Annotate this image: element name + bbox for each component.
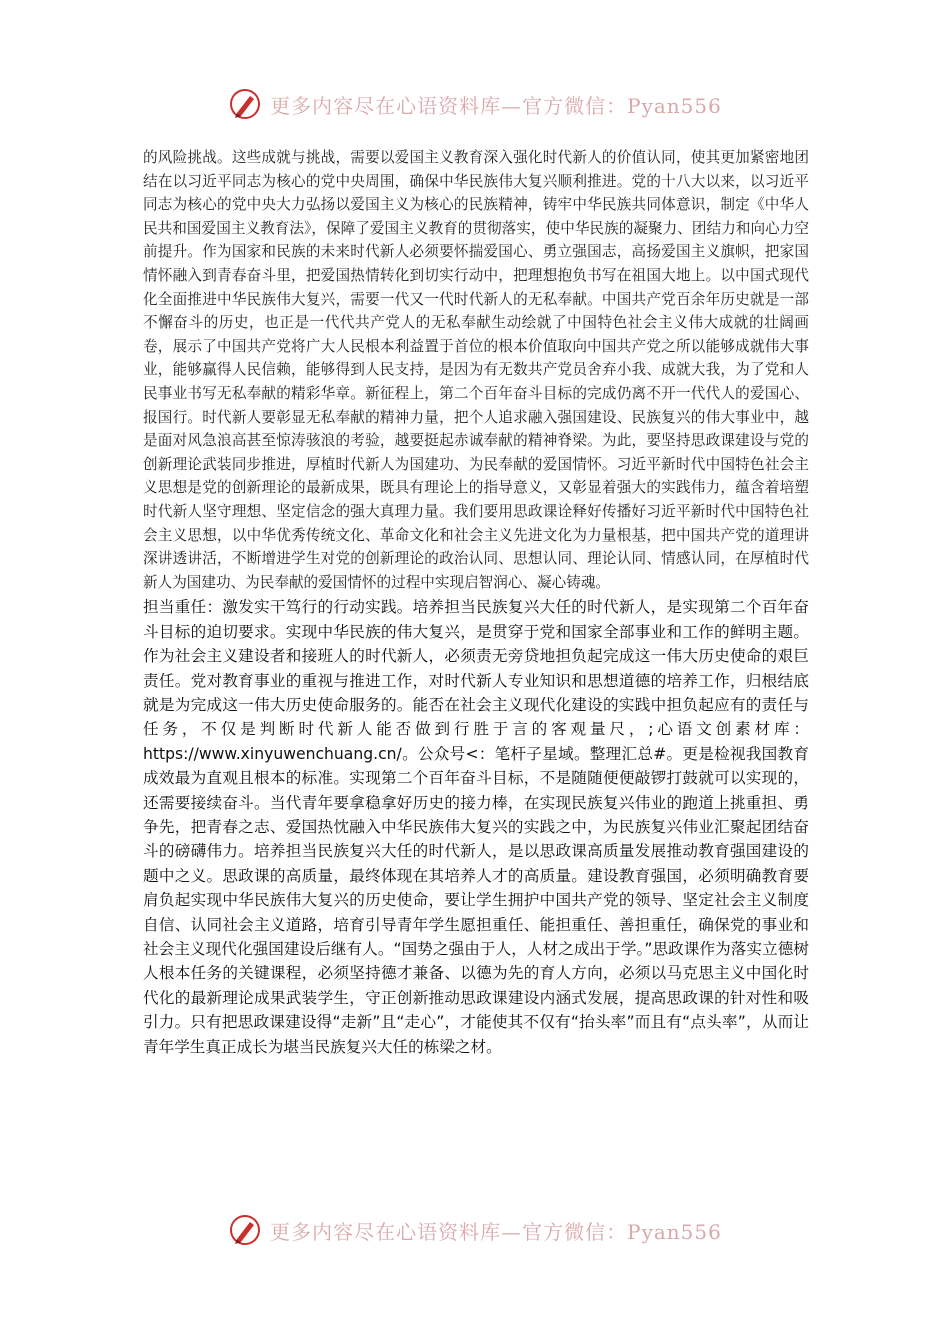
footer-banner-text: 更多内容尽在心语资料库—官方微信：Pyan556: [270, 1219, 722, 1244]
pen-logo-icon: [228, 1213, 262, 1247]
paragraph-responsibility: 担当重任：激发实干笃行的行动实践。培养担当民族复兴大任的时代新人，是实现第二个百年奋斗目标的迫切要求。实现中华民族的伟大复兴，是贯穿于党和国家全部事业和工作的鲜明主题。作为社会主义建设者和接班人的时代新人，必须责无旁贷地担负起完成这一伟大历史使命的艰巨责任。党对教育事业的重视与推进工作，对时代新人专业知识和思想道德的培养工作，归根结底就是为完成这一伟大历史使命服务的。能否在社会主义现代化建设的实践中担负起应有的责任与任务，不仅是判断时代新人能否做到行胜于言的客观量尺，;心语文创素材库：https://www.xinyuwenchuang.cn/。公众号<：笔杆子星域。整理汇总#。更是检视我国教育成效最为直观且根本的标准。实现第二个百年奋斗目标，不是随随便便敲锣打鼓就可以实现的，还需要接续奋斗。当代青年要拿稳拿好历史的接力棒，在实现民族复兴伟业的跑道上挑重担、勇争先，把青春之志、爱国热忱融入中华民族伟大复兴的实践之中，为民族复兴伟业汇聚起团结奋斗的磅礴伟力。培养担当民族复兴大任的时代新人，是以思政课高质量发展推动教育强国建设的题中之义。思政课的高质量，最终体现在其培养人才的高质量。建设教育强国，必须明确教育要肩负起实现中华民族伟大复兴的历史使命，要让学生拥护中国共产党的领导、坚定社会主义制度自信、认同社会主义道路，培育引导青年学生愿担重任、能担重任、善担重任，确保党的事业和社会主义现代化强国建设后继有人。“国势之强由于人，人材之成出于学。”思政课作为落实立德树人根本任务的关键课程，必须坚持德才兼备、以德为先的育人方向，必须以马克思主义中国化时代化的最新理论成果武装学生，守正创新推动思政课建设内涵式发展，提高思政课的针对性和吸引力。只有把思政课建设得“走新”且“走心”，才能使其不仅有“抬头率”而且有“点头率”，从而让青年学生真正成长为堪当民族复兴大任的栋梁之材。: [143, 598, 809, 1056]
pen-logo-icon: [228, 87, 262, 121]
footer-watermark-banner: [0, 1210, 950, 1250]
header-watermark-banner: [0, 84, 950, 124]
document-body: [143, 146, 809, 1059]
header-banner-text: 更多内容尽在心语资料库—官方微信：Pyan556: [270, 93, 722, 118]
paragraph-patriotism: 的风险挑战。这些成就与挑战，需要以爱国主义教育深入强化时代新人的价值认同，使其更加紧密地团结在以习近平同志为核心的党中央周围，确保中华民族伟大复兴顺利推进。党的十八大以来，以习近平同志为核心的党中央大力弘扬以爱国主义为核心的民族精神，铸牢中华民族共同体意识，制定《中华人民共和国爱国主义教育法》，保障了爱国主义教育的贯彻落实，使中华民族的凝聚力、团结力和向心力空前提升。作为国家和民族的未来时代新人必须要怀揣爱国心、勇立强国志，高扬爱国主义旗帜，把家国情怀融入到青春奋斗里，把爱国热情转化到切实行动中，把理想抱负书写在祖国大地上。以中国式现代化全面推进中华民族伟大复兴，需要一代又一代时代新人的无私奉献。中国共产党百余年历史就是一部不懈奋斗的历史，也正是一代代共产党人的无私奉献生动绘就了中国特色社会主义伟大成就的壮阔画卷，展示了中国共产党将广大人民根本利益置于首位的根本价值取向中国共产党之所以能够成就伟大事业，能够赢得人民信赖，能够得到人民支持，是因为有无数共产党员舍弃小我、成就大我，为了党和人民事业书写无私奉献的精彩华章。新征程上，第二个百年奋斗目标的完成仍离不开一代代人的爱国心、报国行。时代新人要彰显无私奉献的精神力量，把个人追求融入强国建设、民族复兴的伟大事业中，越是面对风急浪高甚至惊涛骇浪的考验，越要挺起赤诚奉献的精神脊梁。为此，要坚持思政课建设与党的创新理论武装同步推进，厚植时代新人为国建功、为民奉献的爱国情怀。习近平新时代中国特色社会主义思想是党的创新理论的最新成果，既具有理论上的指导意义，又彰显着强大的实践伟力，蕴含着培塑时代新人坚守理想、坚定信念的强大真理力量。我们要用思政课诠释好传播好习近平新时代中国特色社会主义思想，以中华优秀传统文化、革命文化和社会主义先进文化为力量根基，把中国共产党的道理讲深讲透讲活，不断增进学生对党的创新理论的政治认同、思想认同、理论认同、情感认同，在厚植时代新人为国建功、为民奉献的爱国情怀的过程中实现启智润心、凝心铸魂。: [143, 149, 809, 591]
